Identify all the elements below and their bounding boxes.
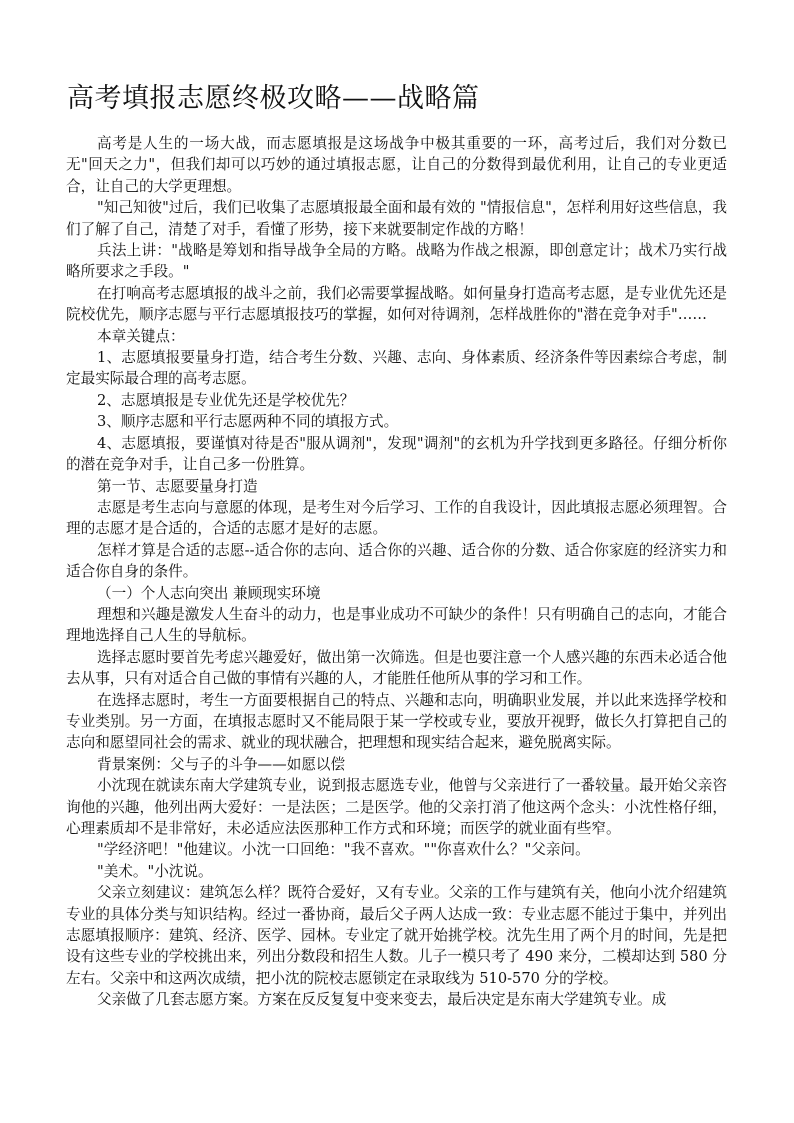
paragraph: 3、顺序志愿和平行志愿两种不同的填报方式。 [97, 413, 399, 431]
paragraph: "知己知彼"过后，我们已收集了志愿填报最全面和最有效的 "情报信息"，怎样利用好这些信息，我们了解了自己，清楚了对手，看懂了形势，接下来就要制定作战的方略！ [66, 199, 727, 238]
paragraph: 志愿是考生志向与意愿的体现，是考生对今后学习、工作的自我设计，因此填报志愿必须理智。合理的志愿才是合适的，合适的志愿才是好的志愿。 [66, 498, 727, 538]
paragraph: 选择志愿时要首先考虑兴趣爱好，做出第一次筛选。但是也要注意一个人感兴趣的东西未必适合他去从事，只有对适合自己做的事情有兴趣的人，才能胜任他所从事的学习和工作。 [66, 648, 727, 688]
paragraph: 2、志愿填报是专业优先还是学校优先？ [97, 391, 355, 409]
paragraph: 理想和兴趣是激发人生奋斗的动力，也是事业成功不可缺少的条件！只有明确自己的志向，才能合理地选择自己人生的导航标。 [66, 605, 727, 645]
paragraph: "美术。"小沈说。 [97, 862, 213, 880]
page-title: 高考填报志愿终极攻略——战略篇 [67, 83, 480, 114]
paragraph: 在选择志愿时，考生一方面要根据自己的特点、兴趣和志向，明确职业发展，并以此来选择学校和专业类别。另一方面，在填报志愿时又不能局限于某一学校或专业，要放开视野，做长久打算把自己的志向和愿望同社会的需求、就业的现状融合，把理想和现实结合起来，避免脱离实际。 [66, 691, 727, 752]
case-heading: 背景案例：父与子的斗争——如愿以偿 [97, 755, 346, 773]
paragraph: 父亲立刻建议：建筑怎么样？既符合爱好，又有专业。父亲的工作与建筑有关，他向小沈介绍建筑专业的具体分类与知识结构。经过一番协商，最后父子两人达成一致：专业志愿不能过于集中，并列出志愿填报顺序：建筑、经济、医学、园林。专业定了就开始挑学校。沈先生用了两个月的时间，先是把设有这些专业的学校挑出来，列出分数段和招生人数。儿子一模只考了 490 来分，二模却达到 580 分左右。父亲中和这两次成绩，把小沈的院校志愿锁定在录取线为 510-570 分的学校。 [66, 884, 727, 987]
subsection-heading: （一）个人志向突出 兼顾现实环境 [97, 584, 321, 602]
paragraph: 怎样才算是合适的志愿--适合你的志向、适合你的兴趣、适合你的分数、适合你家庭的经济实力和适合你自身的条件。 [66, 541, 727, 581]
paragraph: 1、志愿填报要量身打造，结合考生分数、兴趣、志向、身体素质、经济条件等因素综合考虑，制定最实际最合理的高考志愿。 [66, 349, 727, 388]
section-heading: 第一节、志愿要量身打造 [97, 477, 258, 495]
paragraph: 小沈现在就读东南大学建筑专业，说到报志愿选专业，他曾与父亲进行了一番较量。最开始父亲咨询他的兴趣，他列出两大爱好：一是法医；二是医学。他的父亲打消了他这两个念头：小沈性格仔细，心理素质却不是非常好，未必适应法医那种工作方式和环境；而医学的就业面有些窄。 [66, 777, 727, 837]
paragraph: 父亲做了几套志愿方案。方案在反反复复中变来变去，最后决定是东南大学建筑专业。成 [97, 991, 667, 1009]
paragraph: 高考是人生的一场大战，而志愿填报是这场战争中极其重要的一环，高考过后，我们对分数已无"回天之力"，但我们却可以巧妙的通过填报志愿，让自己的分数得到最优利用，让自己的专业更适合，让自己的大学更理想。 [66, 135, 727, 195]
paragraph: 本章关键点： [97, 327, 185, 345]
document-body [66, 133, 727, 1011]
paragraph: 4、志愿填报，要谨慎对待是否"服从调剂"，发现"调剂"的玄机为升学找到更多路径。仔细分析你的潜在竞争对手，让自己多一份胜算。 [66, 434, 727, 474]
paragraph: 在打响高考志愿填报的战斗之前，我们必需要掌握战略。如何量身打造高考志愿，是专业优先还是院校优先，顺序志愿与平行志愿填报技巧的掌握，如何对待调剂，怎样战胜你的"潜在竞争对手"…… [66, 284, 727, 324]
paragraph: 兵法上讲："战略是筹划和指导战争全局的方略。战略为作战之根源，即创意定计；战术乃实行战略所要求之手段。" [66, 242, 727, 281]
paragraph: "学经济吧！"他建议。小沈一口回绝："我不喜欢。""你喜欢什么？"父亲问。 [97, 841, 590, 859]
